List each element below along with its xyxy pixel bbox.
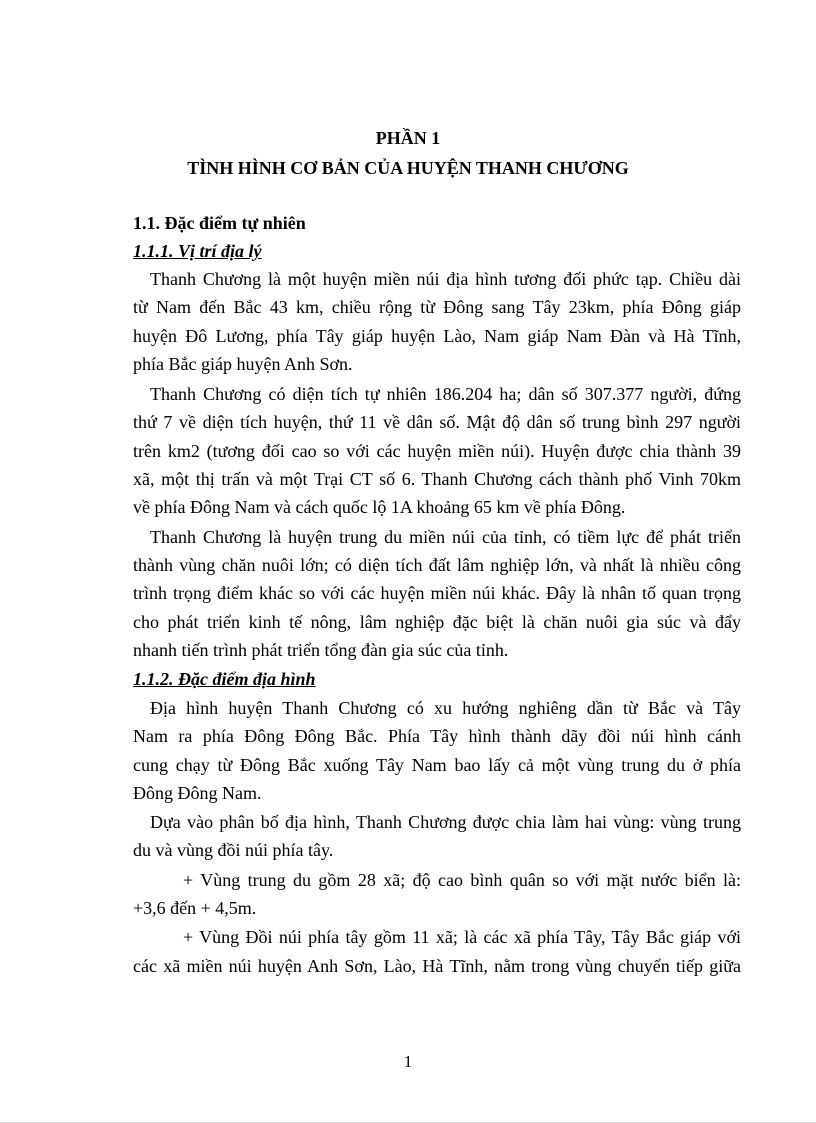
paragraph-line: Địa hình huyện Thanh Chương có xu hướng nghiêng dần từ Bắc và Tây xyxy=(150,698,741,718)
part-heading: PHẦN 1 xyxy=(375,128,441,148)
paragraph-line: trình trọng điểm khác so với các huyện miền núi khác. Đây là nhân tố quan trọng xyxy=(133,583,741,603)
paragraph-line: du và vùng đồi núi phía tây. xyxy=(133,840,334,860)
paragraph-line: các xã miền núi huyện Anh Sơn, Lào, Hà Tĩnh, nằm trong vùng chuyển tiếp giữa xyxy=(133,956,741,976)
section-heading-1-1-1: 1.1.1. Vị trí địa lý xyxy=(133,241,262,261)
paragraph-line: nhanh tiến trình phát triển tổng đàn gia súc của tỉnh. xyxy=(133,640,509,660)
paragraph-line: trên km2 (tương đối cao so với các huyện miền núi). Huyện được chia thành 39 xyxy=(133,441,741,461)
section-heading-1-1-2: 1.1.2. Đặc điểm địa hình xyxy=(133,669,316,689)
paragraph-line: Thanh Chương là huyện trung du miền núi của tỉnh, có tiềm lực để phát triển xyxy=(150,527,741,547)
paragraph-line: + Vùng Đồi núi phía tây gồm 11 xã; là các xã phía Tây, Tây Bắc giáp với xyxy=(183,927,741,947)
paragraph-line: Dựa vào phân bố địa hình, Thanh Chương được chia làm hai vùng: vùng trung xyxy=(150,812,741,832)
paragraph-line: huyện Đô Lương, phía Tây giáp huyện Lào, Nam giáp Nam Đàn và Hà Tĩnh, xyxy=(133,326,741,346)
paragraph-line: Nam ra phía Đông Đông Bắc. Phía Tây hình thành dãy đồi núi hình cánh xyxy=(133,726,741,746)
paragraph-line: cung chạy từ Đông Bắc xuống Tây Nam bao lấy cả một vùng trung du ở phía xyxy=(133,755,741,775)
paragraph-line: Thanh Chương là một huyện miền núi địa hình tương đối phức tạp. Chiều dài xyxy=(150,269,741,289)
paragraph-line: + Vùng trung du gồm 28 xã; độ cao bình quân so với mặt nước biển là: xyxy=(183,870,741,890)
page-number: 1 xyxy=(403,1052,413,1071)
chapter-title: TÌNH HÌNH CƠ BẢN CỦA HUYỆN THANH CHƯƠNG xyxy=(187,158,629,178)
paragraph-line: xã, một thị trấn và một Trại CT số 6. Thanh Chương cách thành phố Vinh 70km xyxy=(133,469,741,489)
section-heading-1-1: 1.1. Đặc điểm tự nhiên xyxy=(133,213,306,233)
paragraph-line: phía Bắc giáp huyện Anh Sơn. xyxy=(133,354,353,374)
paragraph-line: thành vùng chăn nuôi lớn; có diện tích đất lâm nghiệp lớn, và nhất là nhiều công xyxy=(133,555,741,575)
paragraph-line: về phía Đông Nam và cách quốc lộ 1A khoảng 65 km về phía Đông. xyxy=(133,497,626,517)
paragraph-line: cho phát triển kinh tế nông, lâm nghiệp đặc biệt là chăn nuôi gia súc và đẩy xyxy=(133,612,741,632)
paragraph-line: thứ 7 về diện tích huyện, thứ 11 về dân số. Mật độ dân số trung bình 297 người xyxy=(133,412,741,432)
paragraph-line: Thanh Chương có diện tích tự nhiên 186.204 ha; dân số 307.377 người, đứng xyxy=(150,384,741,404)
paragraph-line: +3,6 đến + 4,5m. xyxy=(133,898,257,918)
paragraph-line: Đông Đông Nam. xyxy=(133,783,262,803)
paragraph-line: từ Nam đến Bắc 43 km, chiều rộng từ Đông sang Tây 23km, phía Đông giáp xyxy=(133,297,741,317)
